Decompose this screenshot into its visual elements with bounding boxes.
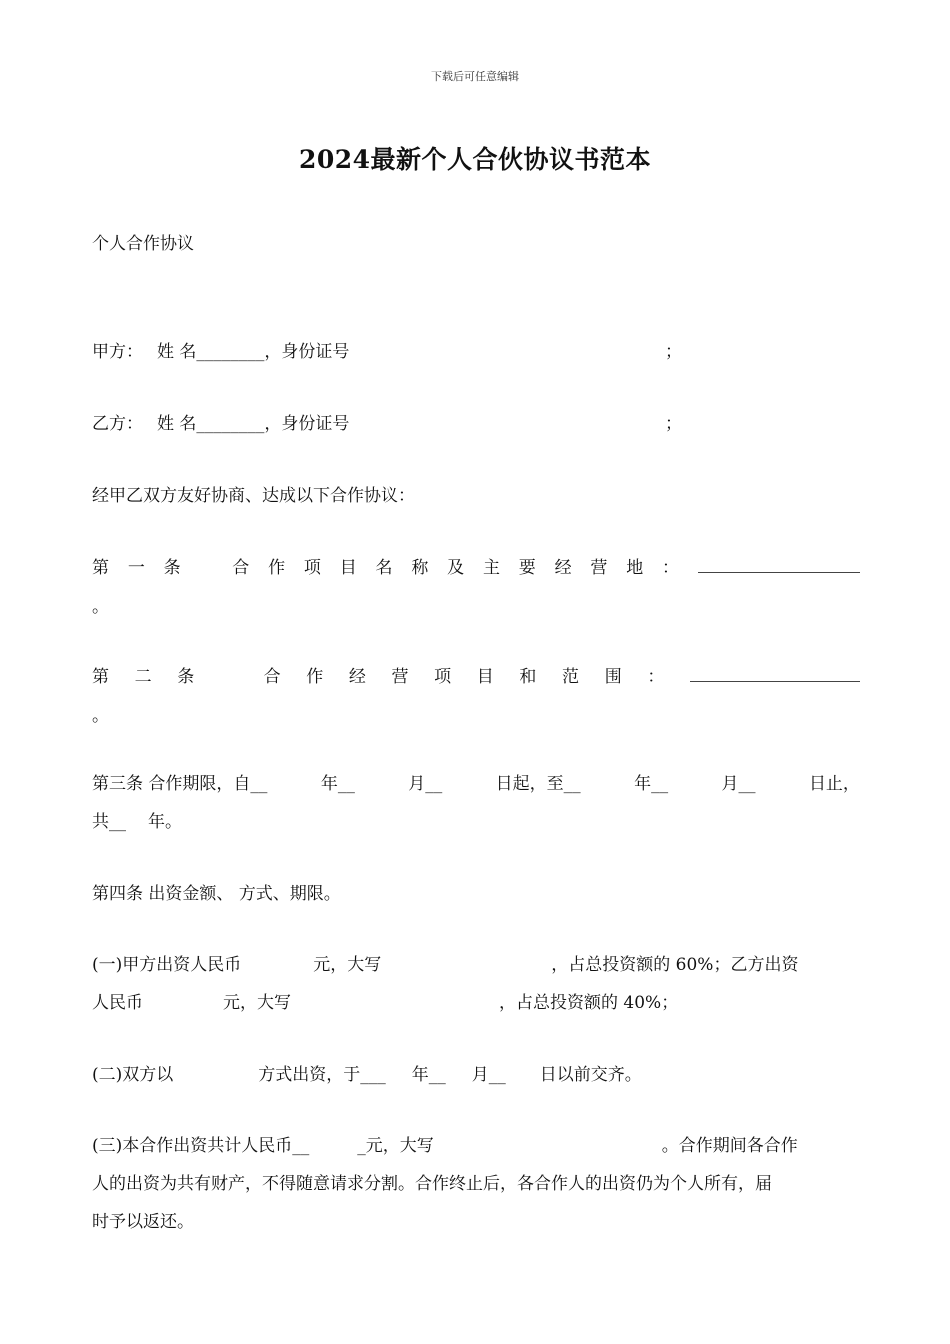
article-2-char: 范 <box>562 667 580 687</box>
article-3-segment: 日起，至__ <box>495 774 581 794</box>
article-1-char: 目 <box>339 558 357 578</box>
article-3-segment: 月__ <box>721 774 756 794</box>
article-3-line-1 <box>92 773 860 795</box>
article-3-segment: 共__ <box>92 812 126 832</box>
article-4-item-1-segment: ，占总投资额的 60%；乙方出资 <box>551 955 799 975</box>
article-4-item-3-segment: (三)本合作出资共计人民币__ <box>92 1136 310 1156</box>
article-3-segment: 年__ <box>320 774 355 794</box>
article-4-item-3-line-2: 人的出资为共有财产，不得随意请求分割。合作终止后，各合作人的出资仍为个人所有，届 <box>92 1174 772 1194</box>
article-4-heading: 第四条 出资金额、 方式、期限。 <box>92 884 341 904</box>
article-2-char: ： <box>647 667 665 687</box>
party-a-end: ； <box>665 342 682 362</box>
party-a-name-id-label: 姓 名________，身份证号 <box>157 342 350 362</box>
article-1-char: 要 <box>518 558 536 578</box>
article-2-end: 。 <box>92 706 109 726</box>
article-3-line-2 <box>92 811 182 833</box>
article-2-char: 围 <box>604 667 622 687</box>
article-4-item-3-segment: 。合作期间各合作 <box>661 1136 798 1156</box>
article-4-item-1-line-2 <box>92 992 678 1014</box>
article-1-char: ： <box>662 558 679 578</box>
article-4-item-1-segment: 元，大写 <box>223 993 291 1013</box>
article-4-item-2-segment: 方式出资，于___ <box>258 1065 386 1085</box>
agreement-intro: 经甲乙双方友好协商、达成以下合作协议： <box>92 486 415 506</box>
article-2-line <box>92 665 860 688</box>
article-3-segment: 月__ <box>408 774 443 794</box>
article-2-char: 条 <box>177 667 195 687</box>
article-4-item-2-segment: 月__ <box>471 1065 506 1085</box>
article-4-item-1-segment: 人民币 <box>92 993 143 1013</box>
article-2-char: 作 <box>306 667 324 687</box>
article-1-char: 及 <box>447 558 465 578</box>
article-1-char: 一 <box>127 558 145 578</box>
article-4-item-2-segment: (二)双方以 <box>92 1065 174 1085</box>
article-4-item-1-segment: ，占总投资额的 40%； <box>499 993 679 1013</box>
article-1-end: 。 <box>92 597 109 617</box>
article-1-char: 主 <box>482 558 500 578</box>
article-2-char: 第 <box>92 667 109 687</box>
party-a-line <box>92 341 349 363</box>
article-4-item-3-segment: _元，大写 <box>357 1136 434 1156</box>
article-4-item-1-segment: (一)甲方出资人民币 <box>92 955 242 975</box>
article-2-char: 目 <box>476 667 494 687</box>
agreement-subtitle: 个人合作协议 <box>92 234 194 254</box>
article-1-line <box>92 556 860 579</box>
article-4-item-3-line-1 <box>92 1135 860 1157</box>
article-1-char: 地 <box>626 558 644 578</box>
article-2-char: 项 <box>434 667 452 687</box>
article-2-char: 营 <box>391 667 409 687</box>
article-2-char: 和 <box>519 667 537 687</box>
article-1-char: 项 <box>303 558 321 578</box>
article-1-char: 名 <box>375 558 393 578</box>
article-3-segment: 年__ <box>634 774 669 794</box>
article-3-segment: 日止， <box>808 774 860 794</box>
party-b-name-id-label: 姓 名________，身份证号 <box>157 414 350 434</box>
party-b-end: ； <box>665 414 682 434</box>
article-3-segment: 第三条 合作期限，自__ <box>92 774 268 794</box>
article-4-item-1-line-1 <box>92 954 860 976</box>
party-b-line <box>92 413 349 435</box>
article-4-item-3-line-3: 时予以返还。 <box>92 1212 194 1232</box>
article-1-blank <box>698 556 860 573</box>
document-title: 2024最新个人合伙协议书范本 <box>298 145 652 174</box>
article-2-char: 二 <box>134 667 152 687</box>
article-4-item-2-segment: 日以前交齐。 <box>539 1065 642 1085</box>
article-4-item-2-segment: 年__ <box>411 1065 446 1085</box>
article-1-char: 称 <box>411 558 429 578</box>
article-1-char: 经 <box>554 558 572 578</box>
page-header-note: 下载后可任意编辑 <box>431 70 519 83</box>
article-4-item-1-segment: 元，大写 <box>313 955 382 975</box>
party-b-label: 乙方： <box>92 414 143 434</box>
article-3-segment: 年。 <box>148 812 182 832</box>
party-a-label: 甲方： <box>92 342 143 362</box>
article-4-item-2 <box>92 1064 642 1086</box>
article-2-char: 经 <box>348 667 366 687</box>
article-2-blank <box>690 665 860 682</box>
article-1-char: 第 <box>92 558 109 578</box>
article-1-char: 条 <box>163 558 181 578</box>
article-1-char: 营 <box>590 558 608 578</box>
article-1-char: 作 <box>268 558 286 578</box>
article-2-char: 合 <box>263 667 281 687</box>
article-1-char: 合 <box>232 558 250 578</box>
